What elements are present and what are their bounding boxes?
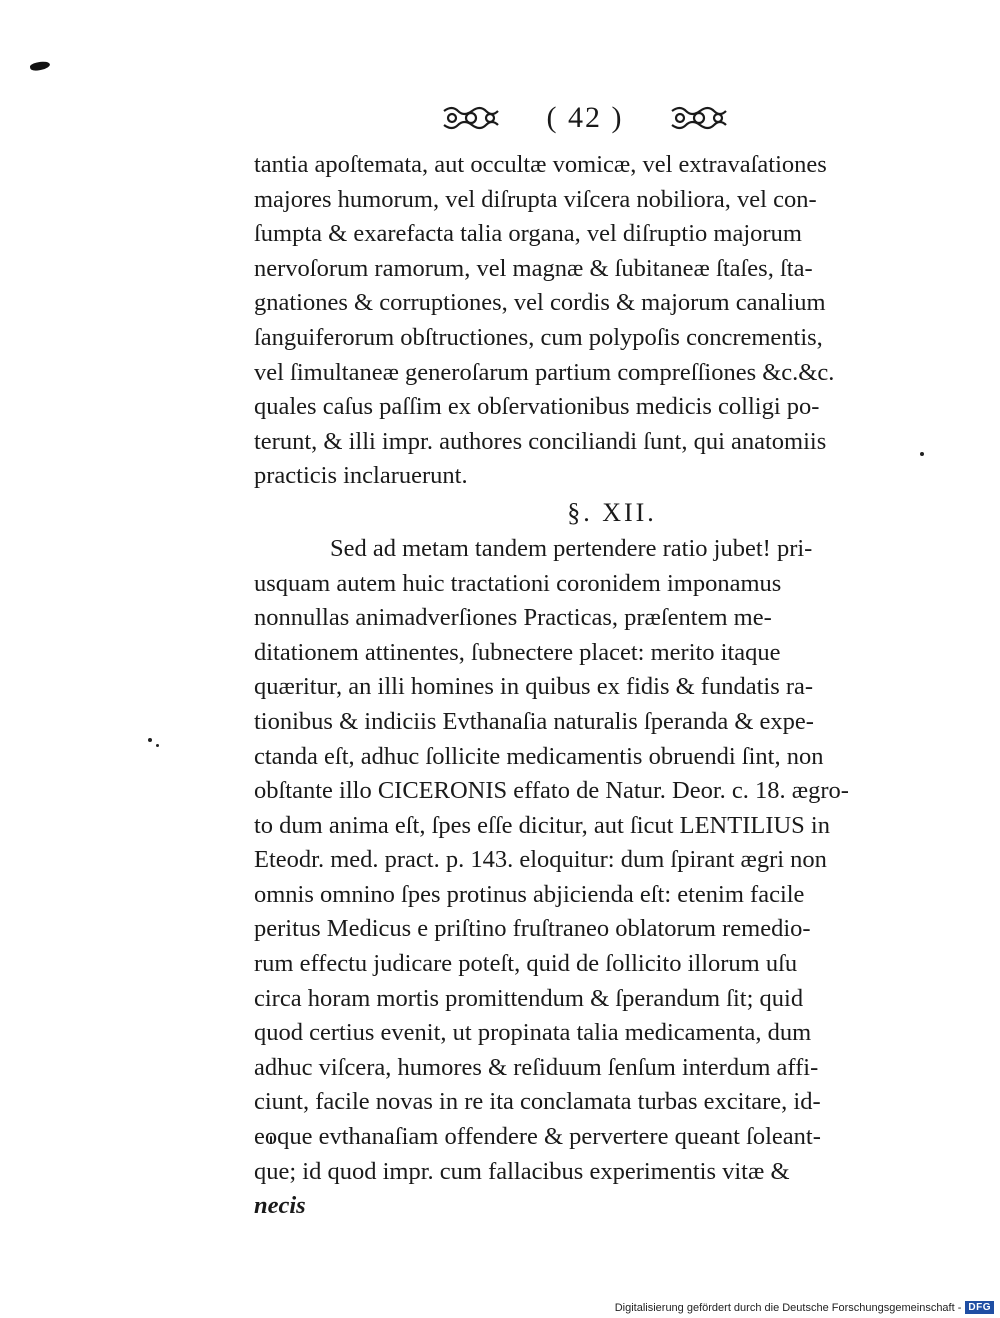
text-line: rum effectu judicare poteſt, quid de ſollicito illorum uſu [254,950,798,978]
text-line: adhuc viſcera, humores & reſiduum ſenſum interdum affi- [254,1053,819,1081]
speck [156,744,159,747]
text-line: ſanguiferorum obſtructiones, cum polypoſis concrementis, [254,323,823,351]
text-line: quod certius evenit, ut propinata talia medicamenta, dum [254,1019,812,1047]
text-line: circa horam mortis promittendum & ſperandum ſit; quid [254,984,804,1012]
right-ornament-icon [668,103,730,133]
page-number: ( 42 ) [546,101,624,134]
text-line: Eteodr. med. pract. p. 143. eloquitur: dum ſpirant ægri non [254,846,827,874]
text-line: eoque evthanaſiam offendere & pervertere queant ſoleant- [254,1123,821,1151]
text-line: ſumpta & exarefacta talia organa, vel diſruptio majorum [254,220,802,248]
text-line: to dum anima eſt, ſpes eſſe dicitur, aut ſicut LENTILIUS in [254,811,830,839]
text-line: vel ſimultaneæ generoſarum partium compreſſiones &c.&c. [254,358,835,386]
catchword: necis [254,1192,306,1220]
text-line: gnationes & corruptiones, vel cordis & majorum canalium [254,289,826,317]
text-line: peritus Medicus e priſtino fruſtraneo oblatorum remedio- [254,915,811,943]
text-line: nervoſorum ramorum, vel magnæ & ſubitaneæ ſtaſes, ſta- [254,254,813,282]
text-line: usquam autem huic tractationi coronidem imponamus [254,569,782,597]
text-line: obſtante illo CICERONIS effato de Natur. Deor. c. 18. ægro- [254,777,849,805]
text-line: practicis inclaruerunt. [254,462,468,490]
ink-blot [29,60,50,72]
text-line: tionibus & indiciis Evthanaſia naturalis ſperanda & expe- [254,707,814,735]
text-line: majores humorum, vel diſrupta viſcera nobiliora, vel con- [254,185,817,213]
text-line: terunt, & illi impr. authores conciliandi ſunt, qui anatomiis [254,427,827,455]
digitization-credit [615,1301,994,1314]
body-text [254,148,940,1224]
paragraph-section-xii [254,532,940,1224]
speck [148,738,152,742]
text-line: quales caſus paſſim ex obſervationibus medicis colligi po- [254,393,820,421]
text-line: Sed ad metam tandem pertendere ratio jubet! pri- [330,534,813,562]
left-ornament-icon [440,103,502,133]
section-heading: §. XII. [567,497,657,527]
text-line: quæritur, an illi homines in quibus ex fidis & fundatis ra- [254,673,814,701]
text-line: ctanda eſt, adhuc ſollicite medicamentis obruendi ſint, non [254,742,824,770]
text-line: omnis omnino ſpes protinus abjicienda eſt: etenim facile [254,880,805,908]
text-line: que; id quod impr. cum fallacibus experimentis vitæ & [254,1157,790,1185]
credit-text: Digitalisierung gefördert durch die Deutsche Forschungsgemeinschaft - [614,1301,962,1314]
text-line: nonnullas animadverſiones Practicas, præſentem me- [254,604,772,632]
text-line: tantia apoſtemata, aut occultæ vomicæ, vel extravaſationes [254,151,827,178]
paragraph-continued [254,148,940,494]
text-line: ciunt, facile novas in re ita conclamata turbas excitare, id- [254,1088,821,1116]
page-header [440,96,730,140]
dfg-logo: DFG [965,1301,994,1314]
text-line: ditationem attinentes, ſubnectere placet: merito itaque [254,638,781,666]
